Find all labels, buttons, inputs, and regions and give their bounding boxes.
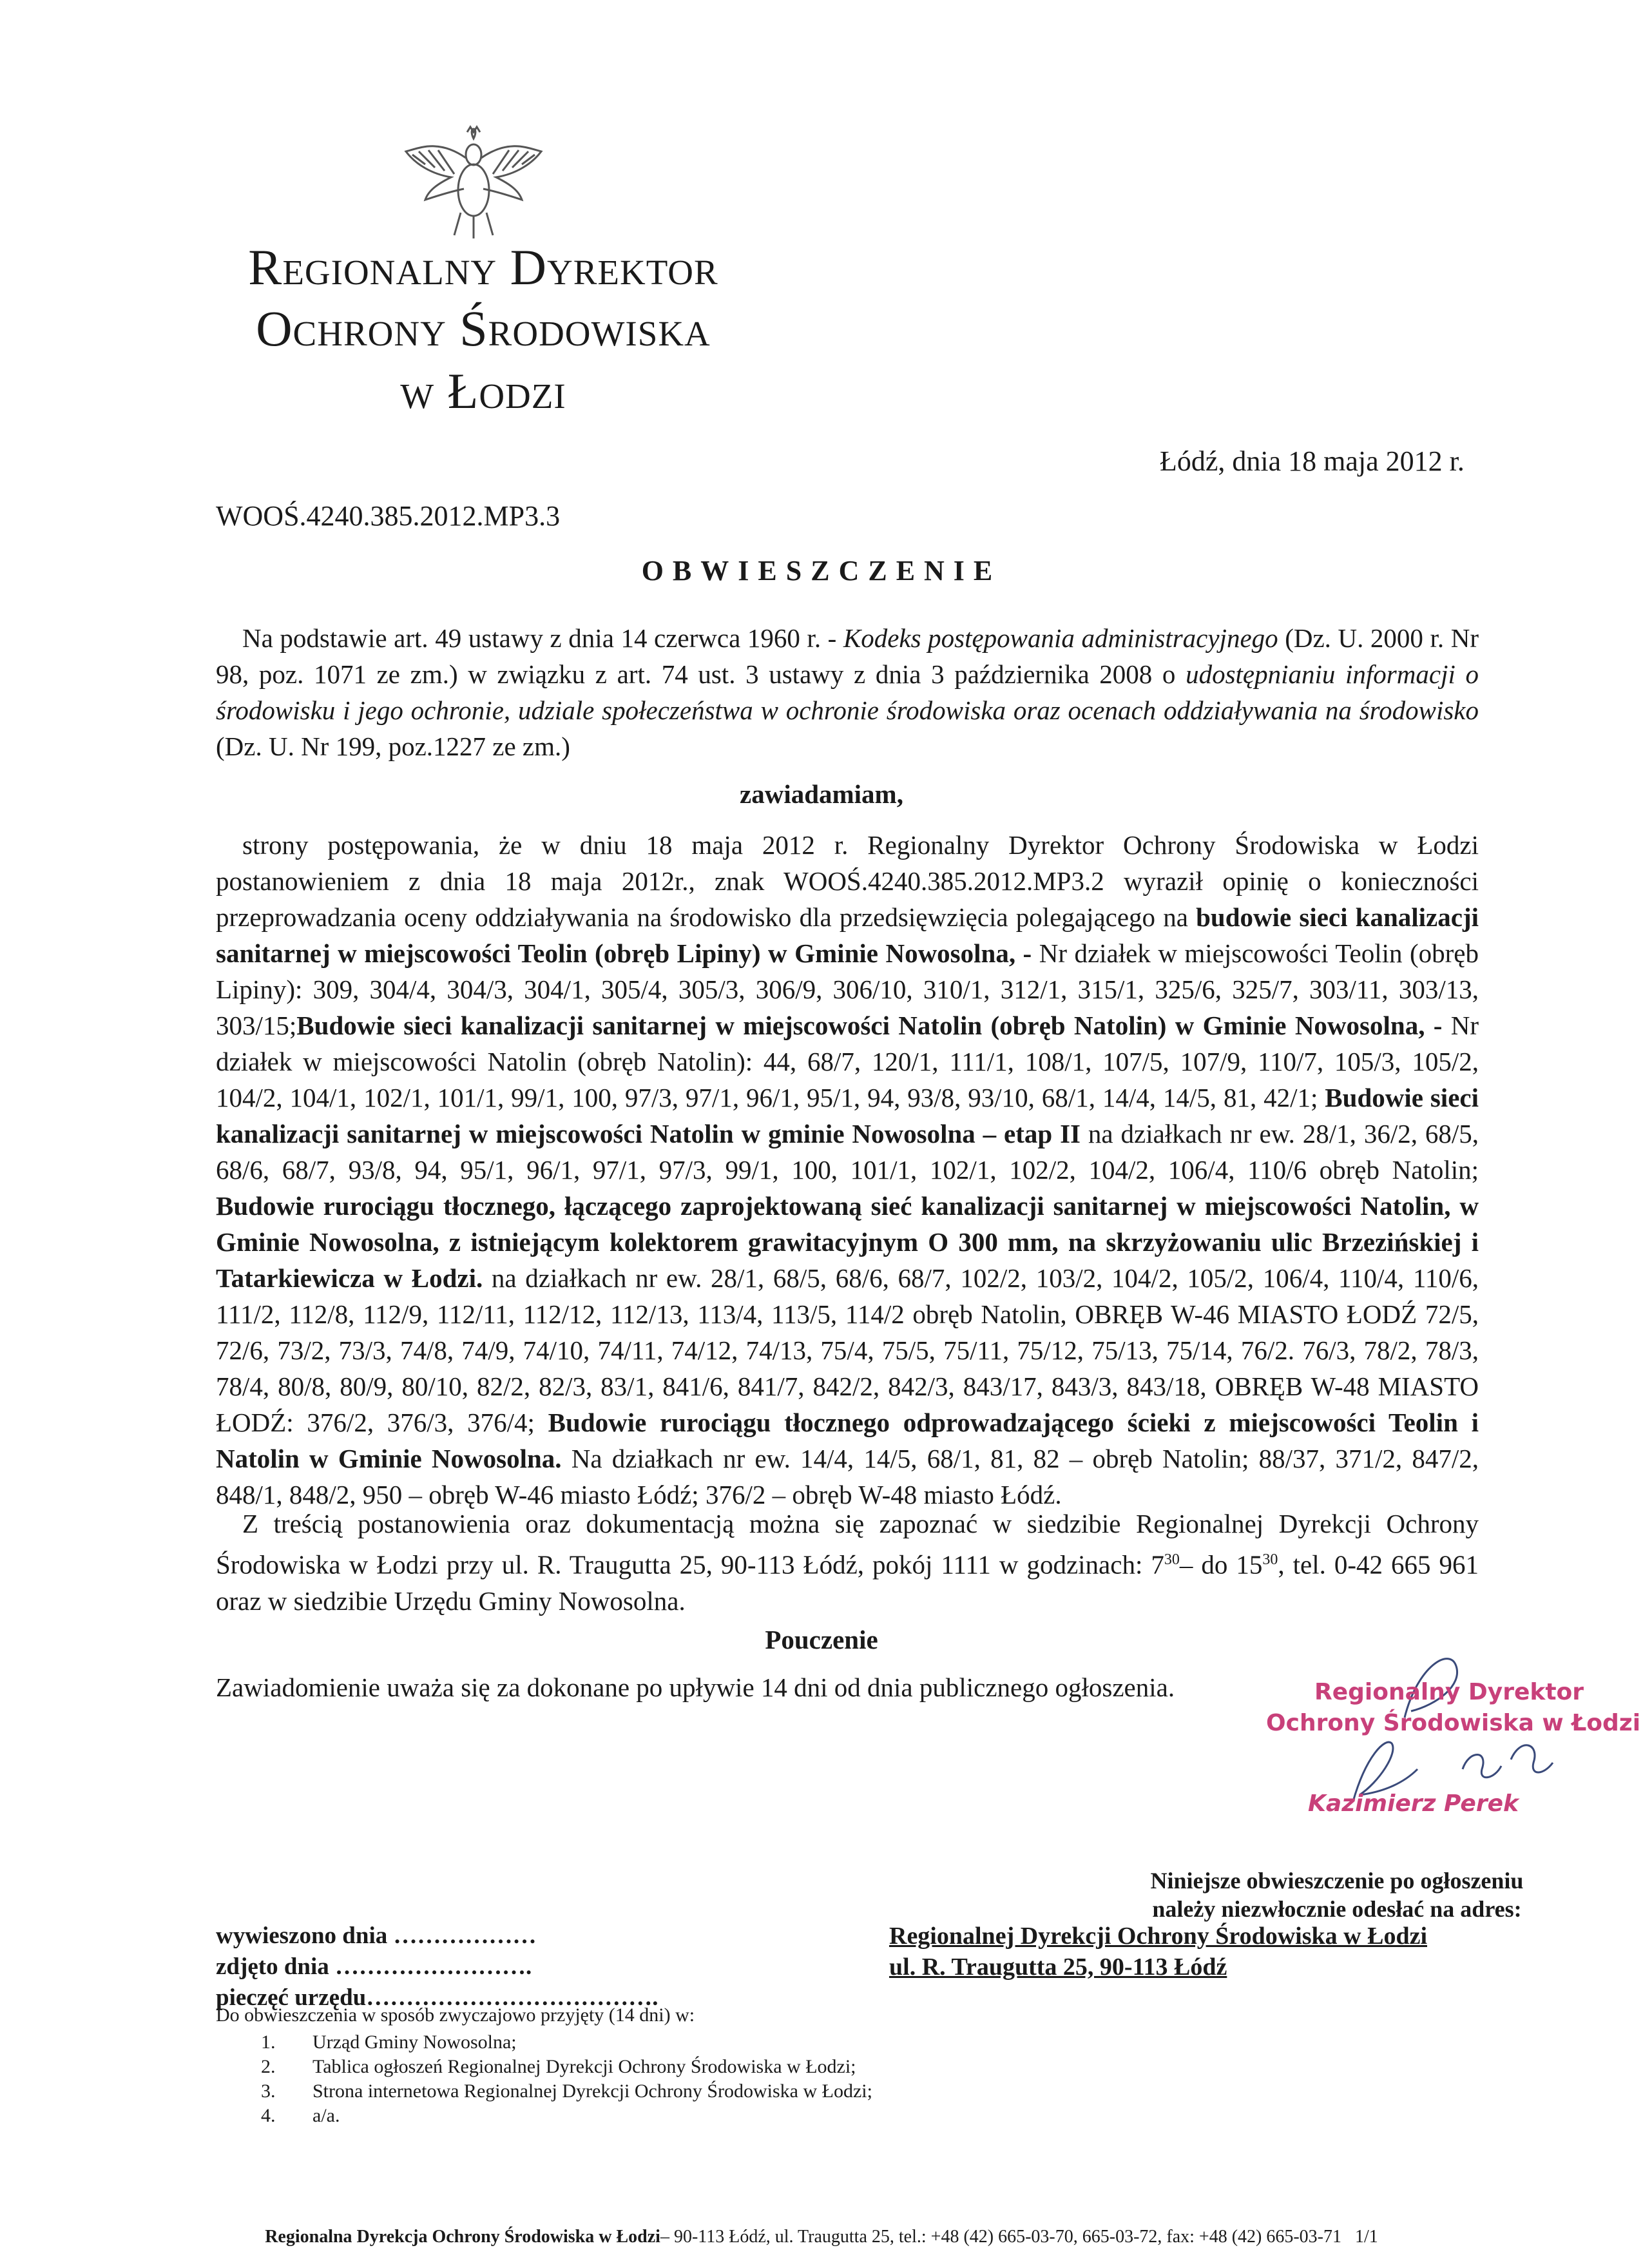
main-b5: Budowie rurociągu tłocznego odprowadzającego ścieki z miejscowości Teolin i Natolin w Gminie Nowosolna. (216, 1408, 1479, 1473)
info-sup1: 30 (1164, 1551, 1180, 1568)
page-footer (0, 2227, 1643, 2247)
header-line-3: w Łodzi (400, 363, 566, 419)
document-date: Łódź, dnia 18 maja 2012 r. (1160, 445, 1465, 477)
basis-text-1: Na podstawie art. 49 ustawy z dnia 14 czerwca 1960 r. - (242, 623, 843, 653)
list-item: 2. Tablica ogłoszeń Regionalnej Dyrekcji Ochrony Środowiska w Łodzi; (261, 2056, 856, 2077)
return-note: Niniejsze obwieszczenie po ogłoszeniu należy niezwłocznie odesłać na adres: (1150, 1868, 1524, 1922)
distribution-intro: Do obwieszczenia w sposób zwyczajowo przyjęty (14 dni) w: (216, 2004, 695, 2026)
legal-basis-paragraph (216, 620, 1479, 764)
basis-text-3: (Dz. U. Nr 199, poz.1227 ze zm.) (216, 732, 570, 761)
info-t1: Z treścią postanowienia oraz dokumentacją można się zapoznać w siedzibie Regionalnej Dyrekcji Ochrony Środowiska w Łodzi przy ul. R. Traugutta 25, 90-113 Łódź, pokój 1111 w godzinach: 7 (216, 1509, 1479, 1580)
info-t2: – do 15 (1179, 1549, 1263, 1580)
distribution-list (261, 2030, 872, 2128)
basis-kpa: Kodeks postępowania administracyjnego (843, 623, 1278, 653)
eagle-emblem-icon (399, 113, 548, 242)
main-b2: Budowie sieci kanalizacji sanitarnej w miejscowości Natolin (obręb Natolin) w Gminie Nowosolna, - (296, 1011, 1443, 1040)
stamp-line-2: Ochrony Środowiska w Łodzi (1266, 1710, 1641, 1736)
footer-org: Regionalna Dyrekcja Ochrony Środowiska w Łodzi (265, 2227, 660, 2247)
main-s6: Na działkach nr ew. 14/4, 14/5, 68/1, 81, 82 – obręb Natolin; 88/37, 371/2, 847/2, 848/1, 848/2, 950 – obręb W-46 miasto Łódź; 376/2 – obręb W-48 miasto Łódź. (216, 1444, 1479, 1509)
return-address (889, 1921, 1427, 1982)
stamp-line-1: Regionalny Dyrektor (1314, 1679, 1584, 1705)
return-address-line-1: Regionalnej Dyrekcji Ochrony Środowiska w Łodzi (889, 1923, 1427, 1950)
list-item: 4. a/a. (261, 2105, 340, 2126)
info-t3: , tel. 0-42 665 961 oraz w siedzibie Urzędu Gminy Nowosolna. (216, 1549, 1479, 1616)
return-address-line-2: ul. R. Traugutta 25, 90-113 Łódź (889, 1953, 1227, 1981)
main-s3: Nr działek w miejscowości Natolin (obręb Natolin): 44, 68/7, 120/1, 111/1, 108/1, 107/5, 107/9, 110/7, 105/3, 105/2, 104/2, 104/1, 102/1, 101/1, 99/1, 100, 97/3, 97/1, 96/1, 95/1, 94, 93/8, 93/10, 68/1, 14/4, 14/5, 81, 42/1; (216, 1011, 1479, 1112)
list-item: 3. Strona internetowa Regionalnej Dyrekcji Ochrony Środowiska w Łodzi; (261, 2080, 872, 2102)
zawiadamiam-heading: zawiadamiam, (740, 779, 903, 809)
stamp-line-3: Kazimierz Perek (1308, 1790, 1519, 1817)
main-s2: Nr działek w miejscowości Teolin (obręb Lipiny): 309, 304/4, 304/3, 304/1, 305/4, 305/3, 306/9, 306/10, 310/1, 312/1, 315/1, 325/6, 325/7, 303/11, 303/13, 303/15; (216, 938, 1479, 1040)
removed-field: zdjęto dnia ……………………. (216, 1953, 532, 1980)
header-line-1: Regionalny Dyrektor (248, 239, 718, 295)
office-stamp-field: pieczęć urzędu………………………………. (216, 1984, 658, 2011)
list-item: 1. Urząd Gminy Nowosolna; (261, 2031, 517, 2053)
info-paragraph (216, 1506, 1479, 1619)
reference-number: WOOŚ.4240.385.2012.MP3.3 (216, 500, 561, 532)
basis-act-title: udostępnianiu informacji o środowisku i jego ochronie, udziale społeczeństwa w ochronie środowiska oraz ocenach oddziaływania na środowisko (216, 659, 1479, 725)
main-s5: na działkach nr ew. 28/1, 68/5, 68/6, 68/7, 102/2, 103/2, 104/2, 105/2, 106/4, 110/4, 110/6, 111/2, 112/8, 112/9, 112/11, 112/12, 112/13, 113/4, 113/5, 114/2 obręb Natolin, OBRĘB W-46 MIASTO ŁODŹ 72/5, 72/6, 73/2, 73/3, 74/8, 74/9, 74/10, 74/11, 74/12, 74/13, 75/4, 75/5, 75/11, 75/12, 75/13, 75/14, 76/2. 76/3, 78/2, 78/3, 78/4, 80/8, 80/9, 80/10, 82/2, 82/3, 83/1, 841/6, 841/7, 842/2, 842/3, 843/17, 843/3, 843/18, OBRĘB W-48 MIASTO ŁODŹ: 376/2, 376/3, 376/4; (216, 1263, 1479, 1437)
basis-text-2: (Dz. U. 2000 r. Nr 98, poz. 1071 ze zm.) w związku z art. 74 ust. 3 ustawy z dnia 3 października 2008 o (216, 623, 1479, 689)
footer-details: – 90-113 Łódź, ul. Traugutta 25, tel.: +48 (42) 665-03-70, 665-03-72, fax: +48 (42) 665-03-71 (660, 2227, 1342, 2247)
document-title: OBWIESZCZENIE (641, 555, 1002, 586)
pouczenie-paragraph: Zawiadomienie uważa się za dokonane po upływie 14 dni od dnia publicznego ogłoszenia. (216, 1672, 1175, 1702)
header-line-2: Ochrony Środowiska (256, 300, 711, 356)
posted-field: wywieszono dnia ……………… (216, 1923, 537, 1949)
main-b3: Budowie sieci kanalizacji sanitarnej w miejscowości Natolin w gminie Nowosolna – etap II (216, 1083, 1479, 1149)
main-paragraph (216, 827, 1479, 1513)
pouczenie-heading: Pouczenie (765, 1625, 878, 1654)
main-s1: strony postępowania, że w dniu 18 maja 2012 r. Regionalny Dyrektor Ochrony Środowiska w Łodzi postanowieniem z dnia 18 maja 2012r., znak WOOŚ.4240.385.2012.MP3.2 wyraził opinię o konieczności przeprowadzania oceny oddziaływania na środowisko dla przedsięwzięcia polegającego na (216, 830, 1479, 932)
page-number: 1/1 (1355, 2227, 1378, 2247)
main-s4: na działkach nr ew. 28/1, 36/2, 68/5, 68/6, 68/7, 93/8, 94, 95/1, 96/1, 97/1, 97/3, 99/1, 100, 101/1, 102/1, 102/2, 104/2, 106/4, 110/6 obręb Natolin; (216, 1119, 1479, 1185)
info-sup2: 30 (1262, 1551, 1278, 1568)
posting-fields (216, 1921, 658, 2013)
main-b4: Budowie rurociągu tłocznego, łączącego zaprojektowaną sieć kanalizacji sanitarnej w miejscowości Natolin, w Gminie Nowosolna, z istniejącym kolektorem grawitacyjnym O 300 mm, na skrzyżowaniu ulic Brzezińskiej i Tatarkiewicza w Łodzi. (216, 1191, 1479, 1293)
main-b1: budowie sieci kanalizacji sanitarnej w miejscowości Teolin (obręb Lipiny) w Gminie Nowosolna, - (216, 902, 1479, 968)
